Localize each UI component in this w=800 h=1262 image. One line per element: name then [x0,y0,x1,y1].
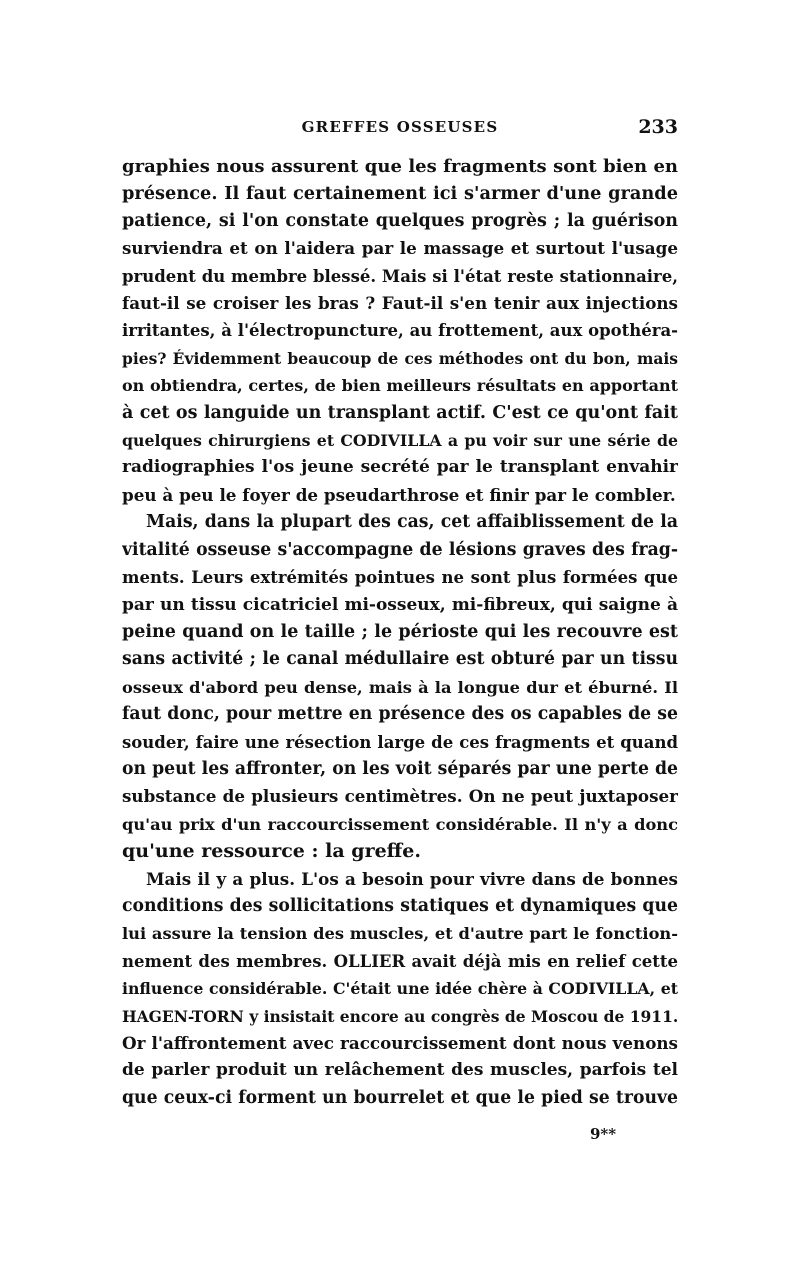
text-line: présence. Il faut certainement ici s'armer d'une grande [122,183,678,205]
text-line: lui assure la tension des muscles, et d'autre part le fonction- [122,924,678,944]
text-line: radiographies l'os jeune secrété par le transplant envahir [122,457,678,478]
text-line: ments. Leurs extrémités pointues ne sont plus formées que [122,568,678,588]
text-line: patience, si l'on constate quelques progrès ; la guérison [122,210,678,231]
text-line: influence considérable. C'était une idée chère à CODIVILLA, et [122,979,678,999]
running-head: GREFFES OSSEUSES [301,118,499,136]
text-line: par un tissu cicatriciel mi-osseux, mi-fibreux, qui saigne à [122,594,678,615]
text-line: substance de plusieurs centimètres. On ne peut juxtaposer [122,786,678,807]
text-line: osseux d'abord peu dense, mais à la longue dur et éburné. Il [122,677,678,697]
text-line: prudent du membre blessé. Mais si l'état reste stationnaire, [122,266,678,286]
text-line: faut donc, pour mettre en présence des os capables de se [122,704,678,725]
text-line: conditions des sollicitations statiques et dynamiques que [122,895,678,916]
text-line: irritantes, à l'électropuncture, au frottement, aux opothéra- [122,321,678,341]
text-line: graphies nous assurent que les fragments sont bien en [122,156,678,177]
text-line: Mais, dans la plupart des cas, cet affaiblissement de la [146,512,678,533]
text-line: qu'au prix d'un raccourcissement considérable. Il n'y a donc [122,814,678,834]
text-line: qu'une ressource : la greffe. [122,840,421,863]
text-line: sans activité ; le canal médullaire est obturé par un tissu [122,649,678,670]
text-line: on peut les affronter, on les voit séparés par une perte de [122,758,678,779]
text-line: pies? Évidemment beaucoup de ces méthodes ont du bon, mais [122,348,678,368]
signature-mark: 9** [590,1125,617,1143]
text-line: faut-il se croiser les bras ? Faut-il s'en tenir aux injections [122,293,678,314]
text-line: on obtiendra, certes, de bien meilleurs résultats en apportant [122,376,678,396]
text-line: de parler produit un relâchement des muscles, parfois tel [122,1060,678,1081]
page-header [122,116,678,140]
text-line: Mais il y a plus. L'os a besoin pour vivre dans de bonnes [146,868,678,889]
text-line: Or l'affrontement avec raccourcissement dont nous venons [122,1033,678,1053]
text-line: HAGEN-TORN y insistait encore au congrès de Moscou de 1911. [122,1006,678,1026]
text-line: souder, faire une résection large de ces fragments et quand [122,732,678,752]
text-line: peu à peu le foyer de pseudarthrose et finir par le combler. [122,484,676,505]
text-line: surviendra et on l'aidera par le massage et surtout l'usage [122,238,678,259]
text-line: que ceux-ci forment un bourrelet et que le pied se trouve [122,1087,678,1108]
text-line: vitalité osseuse s'accompagne de lésions graves des frag- [122,539,678,560]
body-text [122,153,678,1112]
text-line: à cet os languide un transplant actif. C'est ce qu'ont fait [122,402,678,423]
text-line: peine quand on le taille ; le périoste qui les recouvre est [122,621,678,642]
text-line: quelques chirurgiens et CODIVILLA a pu voir sur une série de [122,431,678,451]
page-number: 233 [638,116,678,138]
text-line: nement des membres. OLLIER avait déjà mis en relief cette [122,951,678,971]
